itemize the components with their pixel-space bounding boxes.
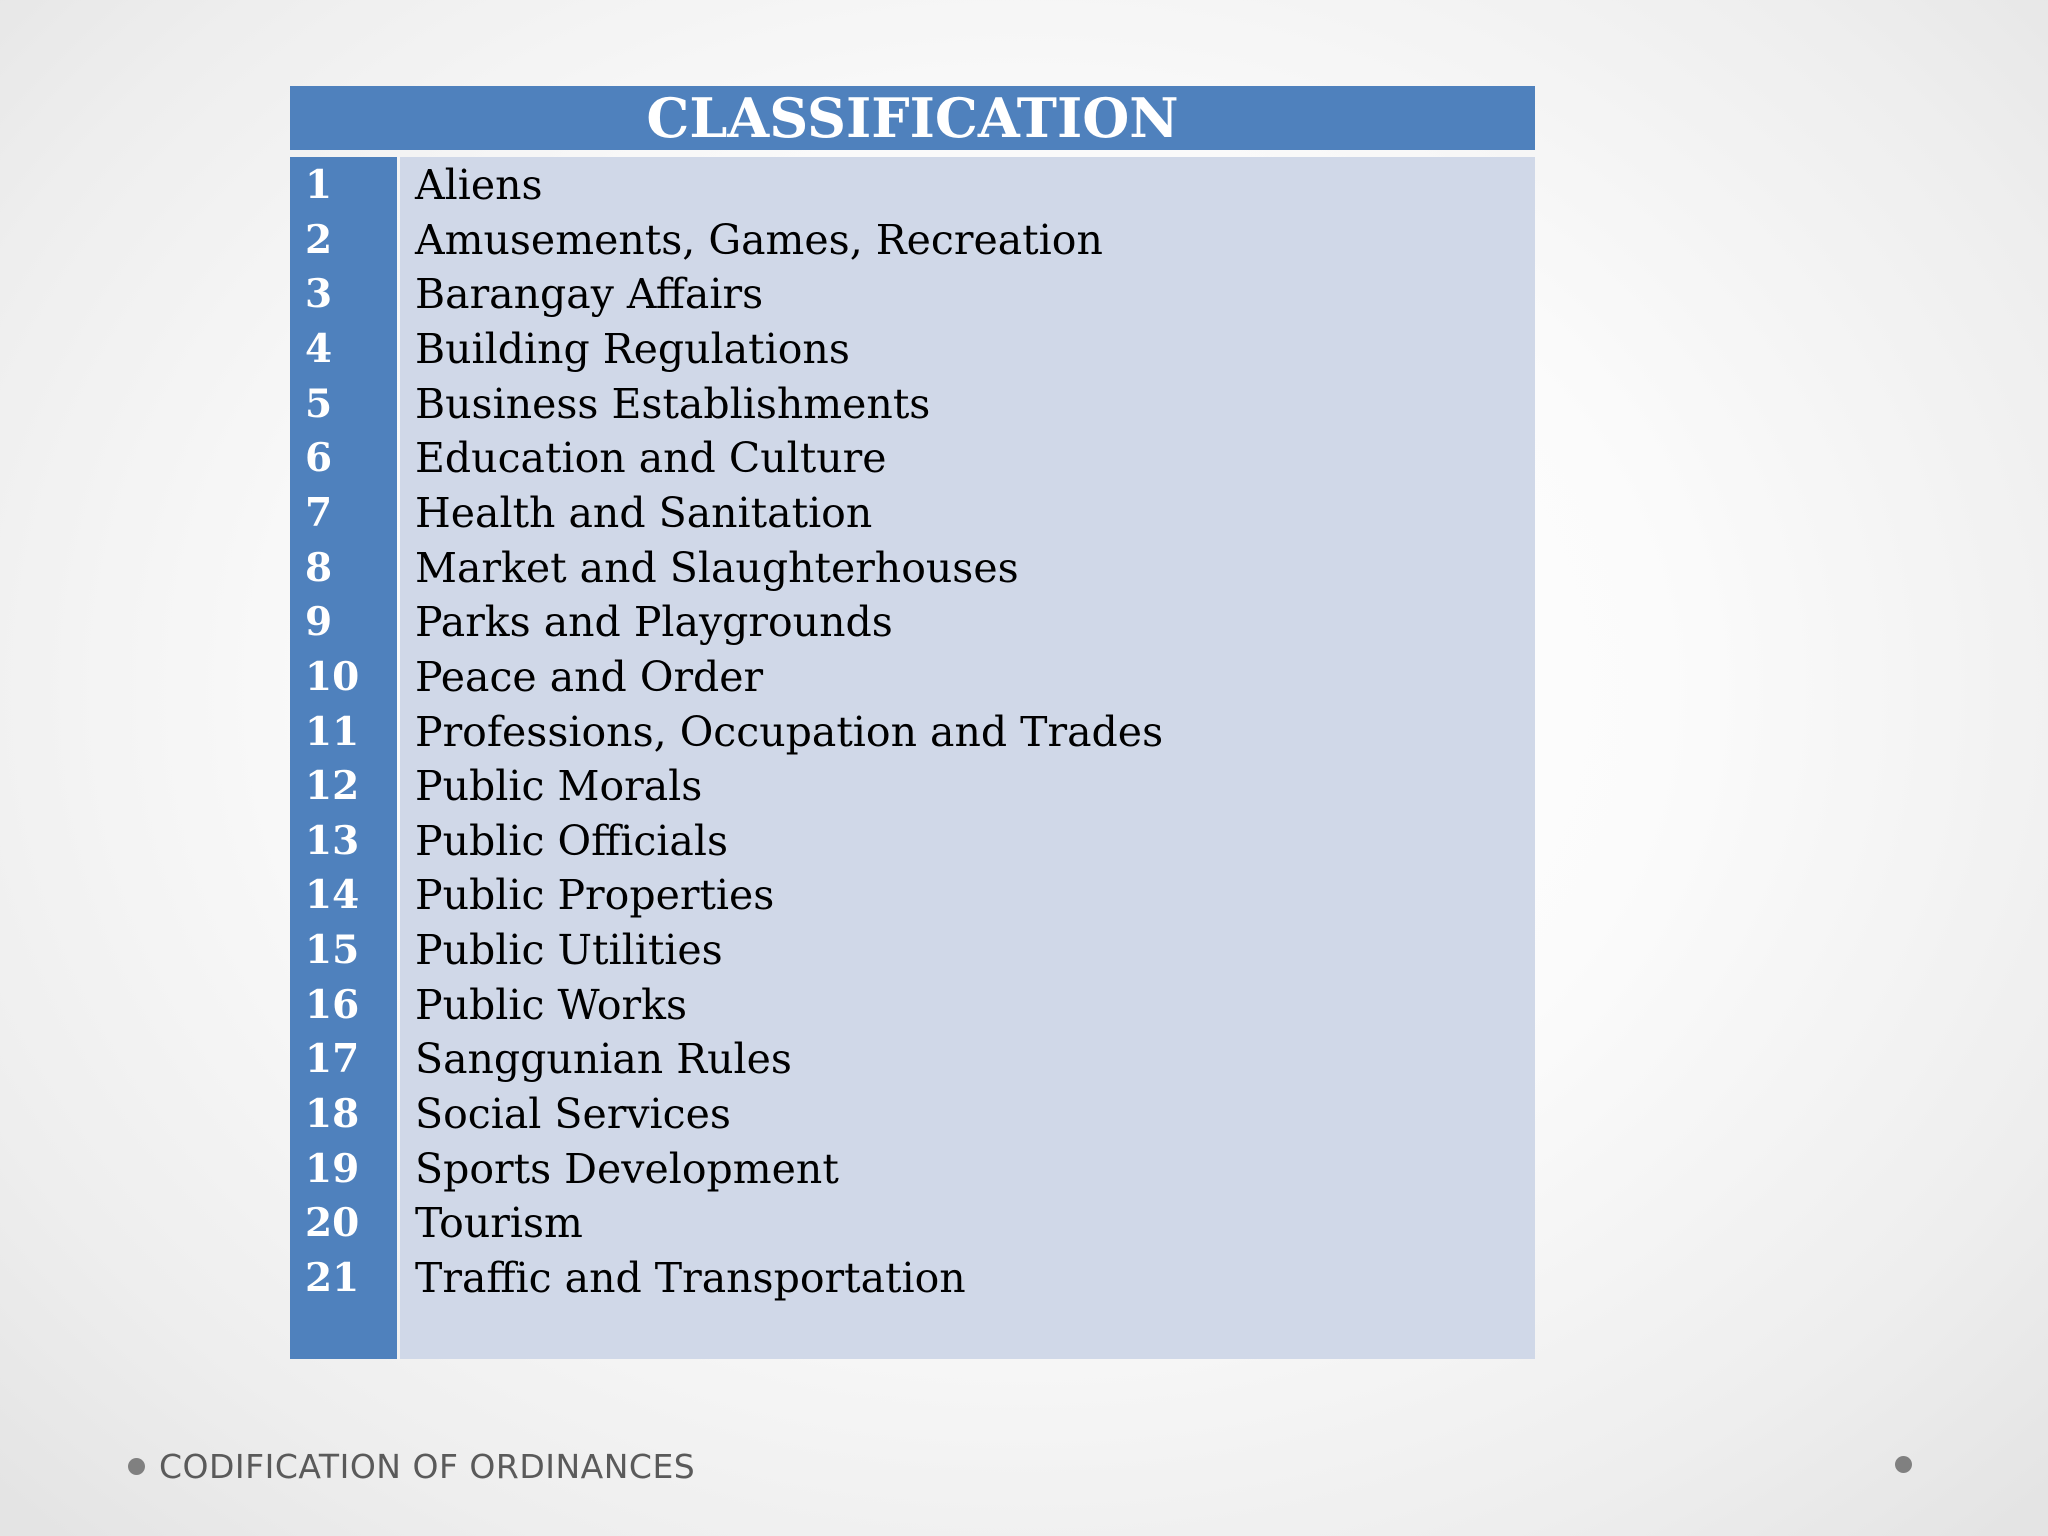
row-label: Sports Development xyxy=(415,1144,839,1193)
row-label: Building Regulations xyxy=(415,324,850,373)
table-row xyxy=(290,158,1535,213)
table-row xyxy=(290,267,1535,322)
row-number: 20 xyxy=(305,1200,360,1247)
table-row xyxy=(290,431,1535,486)
row-number: 21 xyxy=(305,1255,360,1301)
table-row xyxy=(290,978,1535,1033)
table-header: CLASSIFICATION xyxy=(290,86,1535,150)
row-label: Social Services xyxy=(415,1090,731,1139)
row-label: Health and Sanitation xyxy=(415,488,873,537)
row-number: 11 xyxy=(305,708,360,755)
table-row xyxy=(290,486,1535,541)
row-label: Market and Slaughterhouses xyxy=(415,543,1019,592)
row-label: Public Works xyxy=(415,980,687,1029)
table-row xyxy=(290,322,1535,377)
row-label: Public Properties xyxy=(415,871,775,920)
row-number: 1 xyxy=(305,162,333,208)
row-number: 14 xyxy=(305,872,360,919)
row-number: 7 xyxy=(305,489,333,536)
table-row xyxy=(290,923,1535,978)
table-row xyxy=(290,595,1535,650)
row-label: Barangay Affairs xyxy=(415,270,764,319)
classification-table xyxy=(290,86,1535,1359)
row-label: Amusements, Games, Recreation xyxy=(415,215,1103,264)
row-label: Peace and Order xyxy=(415,652,764,701)
table-row xyxy=(290,868,1535,923)
row-label: Public Utilities xyxy=(415,926,723,975)
table-row xyxy=(290,377,1535,432)
table-row xyxy=(290,1087,1535,1142)
table-row xyxy=(290,1032,1535,1087)
row-label: Public Officials xyxy=(415,816,728,865)
row-label: Professions, Occupation and Trades xyxy=(415,707,1164,756)
row-number: 10 xyxy=(305,653,360,700)
table-row xyxy=(290,213,1535,268)
row-number: 3 xyxy=(305,271,333,318)
row-number: 4 xyxy=(305,325,333,372)
table-row xyxy=(290,1251,1535,1306)
bullet-dot-icon xyxy=(128,1458,145,1475)
row-label: Parks and Playgrounds xyxy=(415,598,893,647)
table-row xyxy=(290,1196,1535,1251)
row-number: 9 xyxy=(305,599,333,646)
row-number: 6 xyxy=(305,435,333,482)
row-number: 8 xyxy=(305,544,333,591)
footer-title: CODIFICATION OF ORDINANCES xyxy=(159,1446,696,1486)
table-row xyxy=(290,814,1535,869)
row-number: 17 xyxy=(305,1036,360,1083)
row-number: 13 xyxy=(305,817,360,864)
row-number: 12 xyxy=(305,763,360,810)
row-label: Sanggunian Rules xyxy=(415,1035,792,1084)
table-row xyxy=(290,705,1535,760)
row-label: Tourism xyxy=(415,1199,583,1248)
table-row xyxy=(290,541,1535,596)
row-number: 15 xyxy=(305,927,360,974)
table-row xyxy=(290,1142,1535,1197)
table-row xyxy=(290,650,1535,705)
slide-footer xyxy=(128,1444,695,1488)
row-number: 18 xyxy=(305,1091,360,1138)
row-number: 16 xyxy=(305,981,360,1028)
row-number: 5 xyxy=(305,380,333,427)
row-label: Traffic and Transportation xyxy=(415,1254,966,1302)
row-label: Education and Culture xyxy=(415,434,887,483)
row-number: 19 xyxy=(305,1145,360,1192)
row-label: Aliens xyxy=(415,161,543,209)
table-row xyxy=(290,759,1535,814)
row-label: Business Establishments xyxy=(415,379,931,428)
row-label: Public Morals xyxy=(415,762,703,811)
row-number: 2 xyxy=(305,216,333,263)
slide-marker-dot-icon xyxy=(1895,1456,1912,1473)
